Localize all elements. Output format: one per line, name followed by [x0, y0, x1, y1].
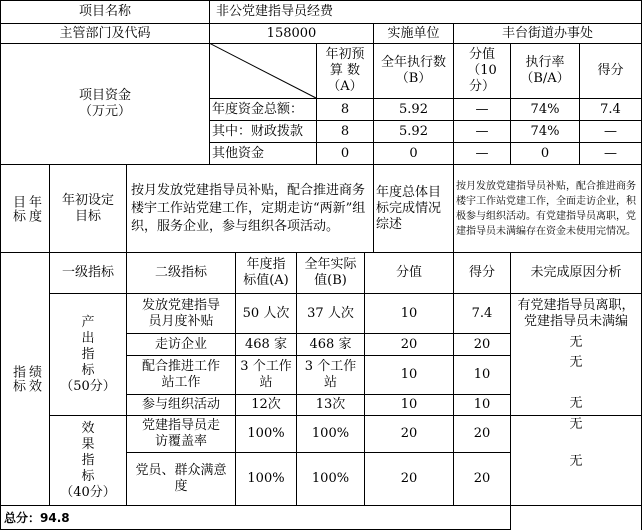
project-name-label: 项目名称: [78, 4, 131, 19]
indicator-score: 20: [473, 426, 491, 441]
indicator-target: 100%: [247, 471, 285, 486]
funds-row-label: 其他资金: [212, 145, 265, 161]
indicator-reason: 无: [569, 417, 583, 432]
indicator-score: 10: [473, 367, 491, 382]
funds-row-a: 8: [340, 101, 350, 117]
funds-row-weight: —: [475, 101, 489, 117]
indicator-name: 党建指导员走 访覆盖率: [141, 418, 220, 449]
unit-value: 丰台街道办事处: [501, 25, 593, 41]
indicator-name: 走访企业: [154, 336, 207, 352]
indicator-target: 468 家: [245, 336, 287, 352]
indicator-actual: 468 家: [309, 336, 352, 352]
indicator-actual: 100%: [311, 426, 350, 441]
header-diagonal: [209, 43, 317, 99]
indicator-target: 12次: [251, 397, 281, 412]
header-exec-rate: 执行率 （B/A）: [520, 55, 570, 86]
header-initial-budget: 年初预 算 数 （A）: [325, 47, 365, 94]
funds-row-a: 8: [340, 123, 350, 139]
indicator-name: 配合推进工作 站工作: [141, 359, 220, 390]
indicator-actual: 13次: [315, 397, 346, 412]
funds-section-label: 项目资金 （万元）: [78, 88, 131, 119]
funds-row-score: 7.4: [600, 101, 621, 117]
indicator-weight: 20: [400, 426, 418, 441]
indicator-weight: 10: [400, 397, 418, 412]
funds-row-label: 年度资金总额：: [212, 101, 304, 117]
indicator-reason: 无: [569, 396, 583, 411]
funds-row-score: —: [604, 123, 617, 139]
perf-header-target: 年度指 标值(A): [243, 257, 289, 288]
funds-row-weight: —: [475, 123, 489, 139]
perf-header-level1: 一级指标: [61, 265, 114, 280]
perf-header-actual: 全年实际 值(B): [304, 257, 357, 288]
unit-label: 实施单位: [387, 25, 440, 41]
indicator-target: 3 个工作 站: [240, 359, 292, 390]
indicator-weight: 10: [400, 367, 418, 382]
goal-section-label: 年度 目标: [10, 194, 41, 223]
indicator-reason: 有党建指导员离职， 党建指导员未满编: [517, 297, 635, 329]
indicator-name: 参与组织活动: [141, 397, 220, 412]
header-score: 得分: [597, 63, 624, 78]
funds-row-b: 5.92: [399, 123, 428, 139]
funds-row-rate: 0: [540, 145, 550, 161]
dept-code: 158000: [266, 25, 317, 41]
indicator-name: 党员、群众满意 度: [135, 463, 227, 494]
indicator-reason: 无: [569, 335, 583, 350]
funds-row-score: —: [604, 145, 617, 161]
effect-indicator-group: 效 果 指 标 （40分）: [60, 420, 116, 500]
goal-initial-label: 年初设定 目标: [61, 192, 114, 224]
goal-initial-text: 按月发放党建指导员补贴，配合推进商务楼宇工作站党建工作，定期走访“两新”组织，服务企业，参与组织各项活动。: [131, 182, 366, 234]
funds-row-weight: —: [475, 145, 489, 161]
indicator-name: 发放党建指导 员月度补贴: [141, 297, 220, 329]
header-actual: 全年执行数 （B）: [380, 55, 446, 86]
perf-header-weight: 分值: [395, 265, 422, 280]
indicator-actual: 3 个工作 站: [304, 359, 357, 390]
indicator-weight: 20: [400, 336, 418, 352]
funds-row-rate: 74%: [530, 123, 560, 139]
funds-row-b: 0: [409, 145, 418, 161]
funds-row-b: 5.92: [399, 101, 428, 117]
goal-completion-label: 年度总体目 标完成情况 综述: [376, 184, 442, 232]
indicator-actual: 37 人次: [307, 305, 354, 321]
indicator-reason: 无: [569, 454, 583, 469]
indicator-target: 50 人次: [242, 305, 290, 321]
dept-label: 主管部门及代码: [59, 25, 151, 41]
perf-header-score: 得分: [468, 265, 495, 280]
indicator-actual: 100%: [311, 471, 350, 486]
perf-header-level2: 二级指标: [154, 265, 207, 280]
funds-row-label: 其中：财政拨款: [212, 123, 304, 139]
performance-section-label: 绩效 指标: [10, 365, 41, 393]
project-name-value: 非公党建指导员经费: [216, 4, 334, 19]
indicator-reason: 无: [569, 355, 583, 370]
output-indicator-group: 产 出 指 标 （50分）: [60, 314, 116, 394]
indicator-score: 10: [473, 397, 491, 412]
indicator-score: 7.4: [471, 305, 493, 321]
perf-header-reason: 未完成原因分析: [530, 265, 622, 280]
goal-completion-text: 按月发放党建指导员补贴，配合推进商务楼宇工作站党建工作，全面走访企业，积极参与组织活动。有党建指导员离职，党建指导员未满编存在资金未使用完情况。: [456, 180, 636, 237]
funds-row-a: 0: [340, 145, 350, 161]
indicator-score: 20: [473, 336, 491, 352]
indicator-weight: 10: [400, 305, 418, 321]
total-score: 总分：94.8: [4, 510, 70, 525]
indicator-target: 100%: [247, 426, 285, 441]
indicator-weight: 20: [400, 471, 418, 486]
indicator-score: 20: [473, 471, 491, 486]
funds-row-rate: 74%: [530, 101, 560, 117]
header-score-weight: 分值 （10 分）: [467, 47, 497, 94]
